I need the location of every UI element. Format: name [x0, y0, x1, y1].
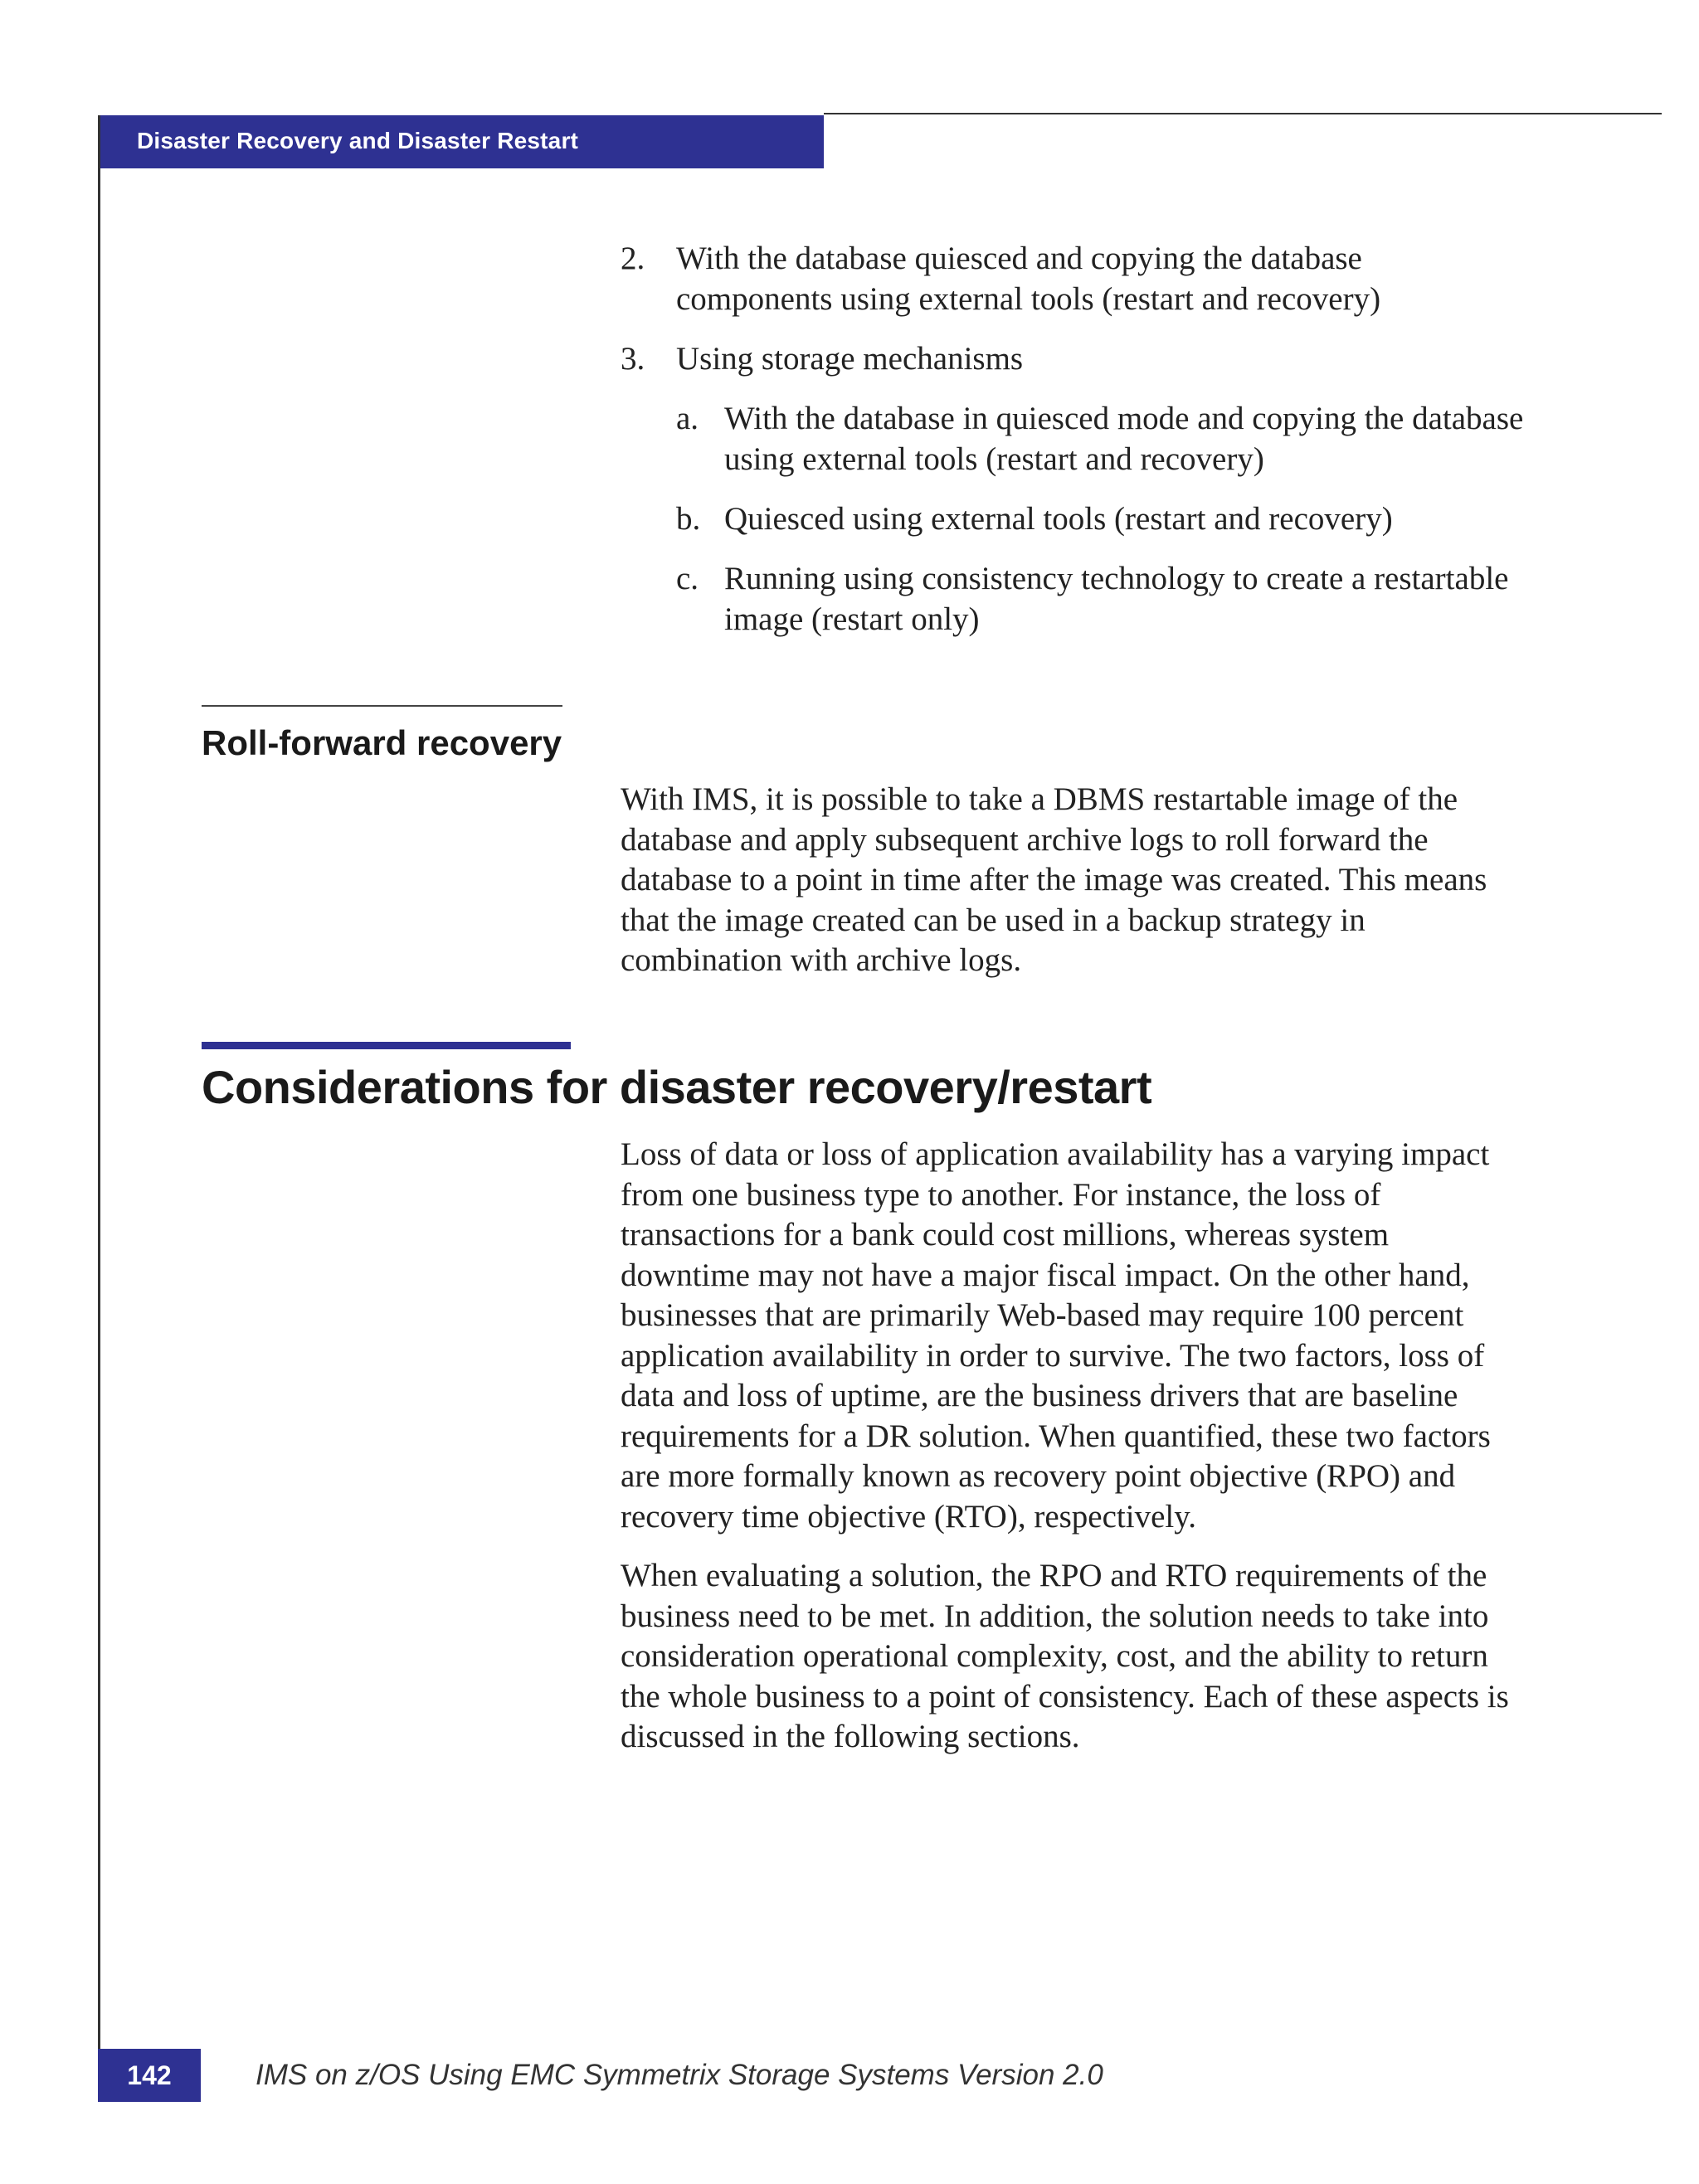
footer-book-title: IMS on z/OS Using EMC Symmetrix Storage Systems Version 2.0 [256, 2059, 1103, 2091]
section-heading: Considerations for disaster recovery/restart [202, 1061, 1152, 1113]
section-rule [202, 1042, 571, 1049]
paragraph-line: requirements for a DR solution. When quantified, these two factors [621, 1418, 1491, 1454]
sublist-item-line: image (restart only) [724, 601, 980, 637]
left-margin-rule [98, 115, 100, 2098]
list-item-line: components using external tools (restart and recovery) [676, 280, 1381, 317]
subsection-heading: Roll-forward recovery [202, 723, 562, 762]
sublist-marker: a. [676, 401, 699, 436]
paragraph-line: recovery time objective (RTO), respectively. [621, 1498, 1196, 1535]
sublist-item-line: using external tools (restart and recovery) [724, 440, 1264, 477]
sublist-item-line: Running using consistency technology to create a restartable [724, 561, 1509, 596]
paragraph-line: business need to be met. In addition, the solution needs to take into [621, 1598, 1489, 1634]
paragraph-line: combination with archive logs. [621, 942, 1022, 978]
roll-forward-paragraph [621, 780, 1649, 981]
paragraph-line: the whole business to a point of consistency. Each of these aspects is [621, 1678, 1509, 1715]
considerations-paragraph-2 [621, 1556, 1649, 1758]
sublist-item-line: With the database in quiesced mode and copying the database [724, 401, 1524, 436]
list-item [676, 239, 1680, 319]
sublist-item [724, 399, 1699, 479]
running-header: Disaster Recovery and Disaster Restart [137, 128, 579, 153]
sublist-marker: c. [676, 561, 699, 596]
paragraph-line: consideration operational complexity, cost, and the ability to return [621, 1638, 1488, 1674]
sublist-item [724, 499, 1699, 540]
paragraph-line: With IMS, it is possible to take a DBMS restartable image of the [621, 781, 1458, 817]
considerations-paragraph-1 [621, 1135, 1649, 1537]
list-item-line: With the database quiesced and copying the database [676, 241, 1362, 276]
paragraph-line: When evaluating a solution, the RPO and RTO requirements of the [621, 1558, 1487, 1593]
paragraph-line: from one business type to another. For instance, the loss of [621, 1176, 1381, 1213]
paragraph-line: Loss of data or loss of application availability has a varying impact [621, 1136, 1490, 1172]
sublist-item [724, 559, 1699, 640]
list-item-line: Using storage mechanisms [676, 341, 1024, 377]
paragraph-line: application availability in order to survive. The two factors, loss of [621, 1337, 1485, 1374]
sublist-item-line: Quiesced using external tools (restart and recovery) [724, 501, 1393, 537]
subsection-rule [202, 705, 562, 707]
paragraph-line: downtime may not have a major fiscal impact. On the other hand, [621, 1257, 1470, 1293]
sublist-marker: b. [676, 501, 701, 537]
paragraph-line: database to a point in time after the image was created. This means [621, 862, 1487, 897]
paragraph-line: that the image created can be used in a backup strategy in [621, 902, 1366, 938]
paragraph-line: businesses that are primarily Web-based may require 100 percent [621, 1297, 1464, 1333]
list-item [676, 339, 1680, 380]
page-number: 142 [127, 2060, 172, 2090]
paragraph-line: are more formally known as recovery point objective (RPO) and [621, 1458, 1456, 1494]
list-marker: 3. [621, 341, 645, 377]
paragraph-line: transactions for a bank could cost millions, whereas system [621, 1217, 1390, 1253]
header-top-rule [824, 113, 1662, 114]
paragraph-line: discussed in the following sections. [621, 1719, 1080, 1754]
paragraph-line: data and loss of uptime, are the business drivers that are baseline [621, 1378, 1458, 1413]
paragraph-line: database and apply subsequent archive logs to roll forward the [621, 821, 1429, 858]
list-marker: 2. [621, 241, 645, 276]
